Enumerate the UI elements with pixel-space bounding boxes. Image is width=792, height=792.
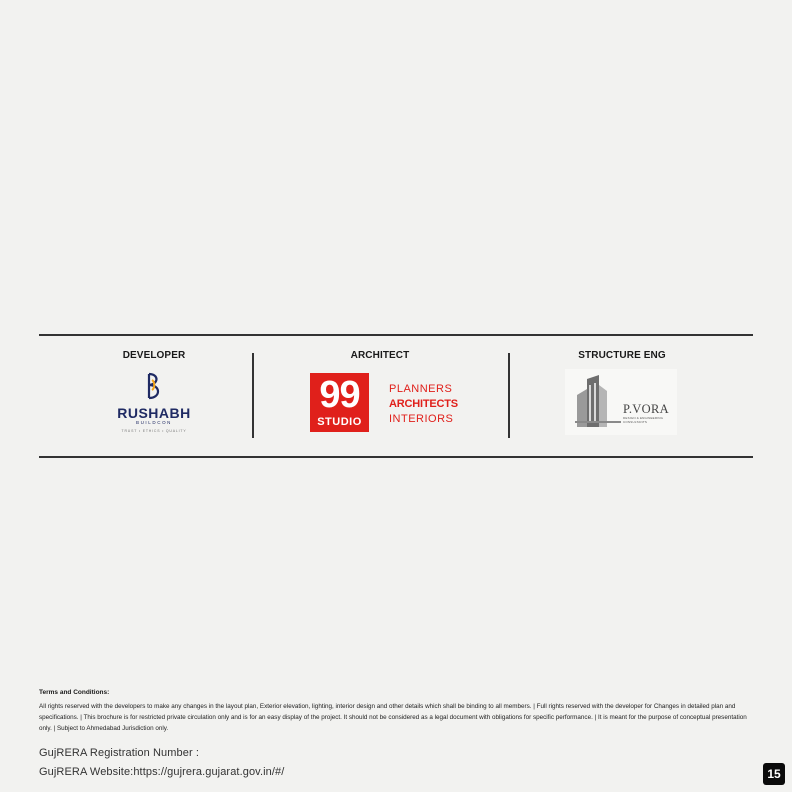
terms-body: All rights reserved with the developers to make any changes in the layout plan, Exterior elevation, lighting, interior design and other details which shall be binding to all members. | Full rights reserved with the developer for Changes in detailed plan and specifications. | This brochure is for restricted private circulation only and is for an easy display of the project. It should not be considered as a legal document with obligations for specific performance. | It is meant for the purpose of conceptual presentation only. | Subject to Ahmedabad Jurisdiction only. — [39, 703, 747, 732]
rera-registration: GujRERA Registration Number : — [39, 747, 200, 759]
terms-title: Terms and Conditions: — [39, 689, 110, 696]
developer-title: DEVELOPER — [122, 350, 186, 361]
rushabh-subtitle: BUILDCON — [135, 420, 173, 425]
pvora-name: P.VORA — [623, 402, 669, 416]
rushabh-logo — [108, 372, 200, 438]
rera-website: GujRERA Website:https://gujrera.gujarat.gov.in/#/ — [39, 766, 285, 778]
studio-99-logo-box — [310, 373, 369, 432]
studio-service-interiors: INTERIORS — [389, 413, 454, 425]
pvora-subtitle: DESIGN & ENGINEERING CONSULTANTS — [623, 416, 664, 424]
studio-services — [389, 382, 489, 427]
studio-service-architects: ARCHITECTS — [389, 398, 458, 410]
rushabh-name: RUSHABH — [117, 405, 191, 421]
column-divider — [252, 353, 254, 438]
studio-number: 99 — [319, 374, 360, 416]
page-number-badge: 15 — [763, 763, 785, 785]
column-divider — [508, 353, 510, 438]
bottom-divider — [39, 456, 753, 458]
structure-title: STRUCTURE ENG — [578, 350, 666, 361]
building-icon — [575, 375, 621, 427]
studio-service-planners: PLANNERS — [389, 383, 453, 395]
studio-word: STUDIO — [317, 416, 362, 428]
pvora-logo — [565, 369, 677, 435]
rushabh-b-mark-icon — [144, 372, 164, 400]
rushabh-tagline: TRUST • ETHICS • QUALITY — [121, 429, 187, 433]
architect-title: ARCHITECT — [350, 350, 410, 361]
top-divider — [39, 334, 753, 336]
